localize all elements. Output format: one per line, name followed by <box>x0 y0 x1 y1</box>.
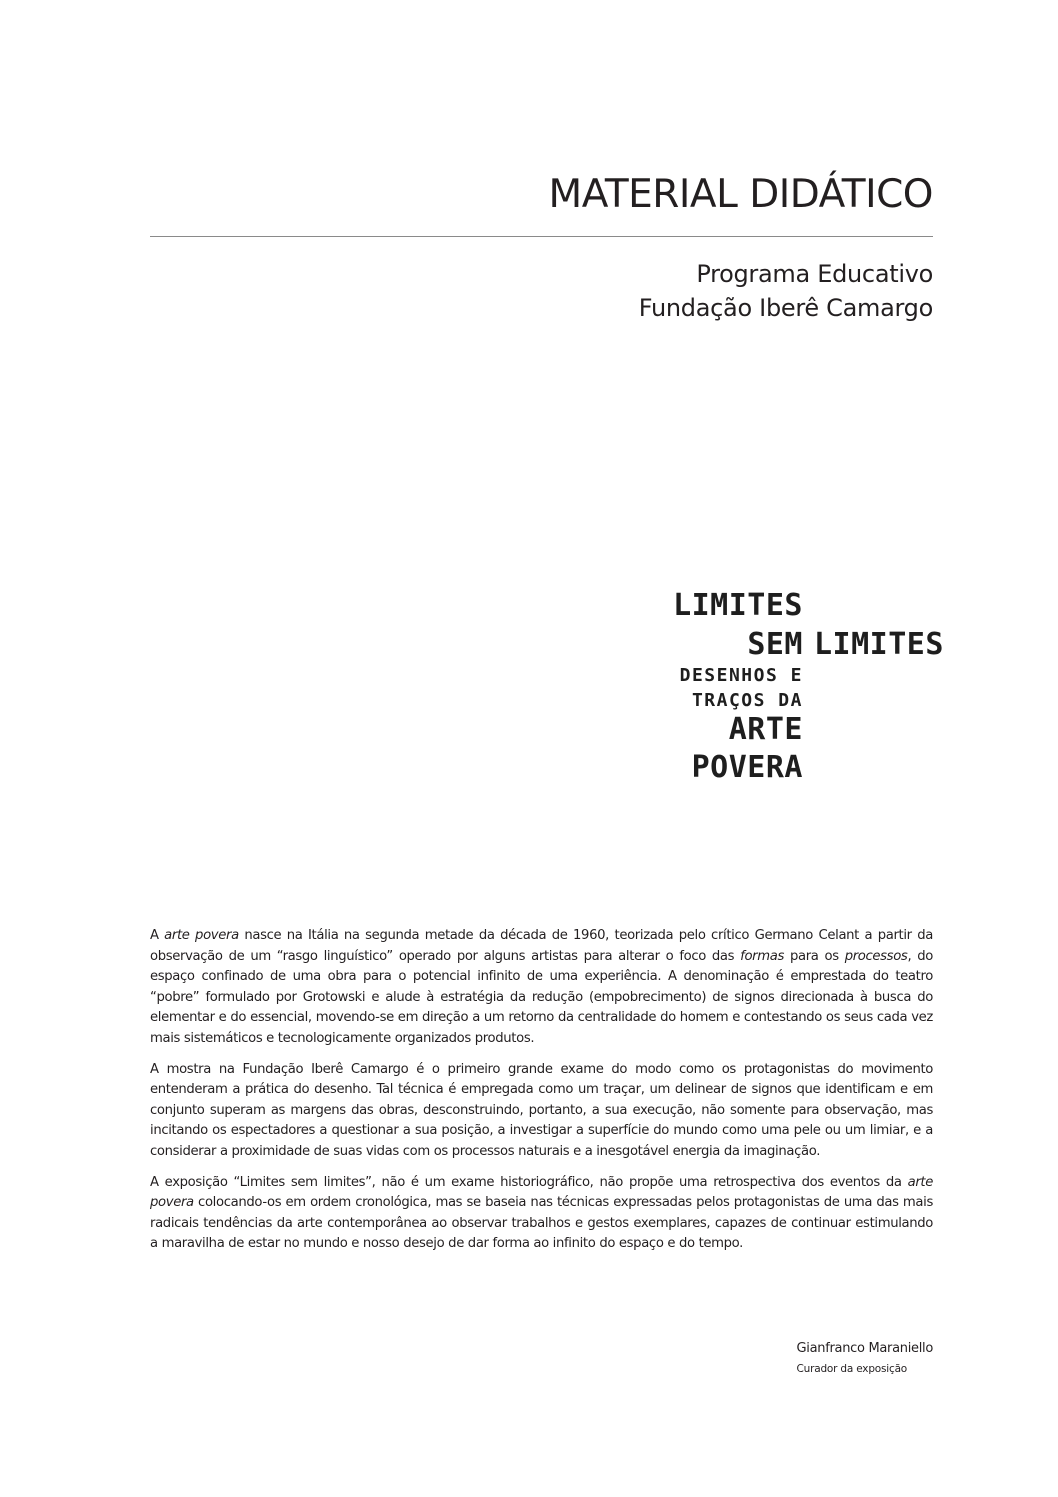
p1-text-a: A <box>150 928 165 943</box>
subtitle-program: Programa Educativo <box>696 260 933 288</box>
logo-line-desenhos: DESENHOS E <box>679 665 803 686</box>
logo-line-povera: POVERA <box>691 750 803 785</box>
p1-text-e: para os <box>784 948 845 964</box>
p3-text-a: A exposição “Limites sem limites”, não é um exame historiográfico, não propõe uma retrospectiva dos eventos da <box>150 1174 908 1190</box>
p1-text-g: , do espaço confinado de uma obra para o potencial infinito de uma experiência. A denominação é emprestada do teatro “pobre” formulado por Grotowski e alude à estratégia da redução (empobrecimento) de signos direcionada à busca do elementar e do essencial, movendo-se em direção a um retorno da centralidade do homem e contestando os seus cada vez mais sistemáticos e tecnologicamente organizados produtos. <box>150 948 933 1046</box>
logo-line-arte: ARTE <box>728 712 803 747</box>
p3-italic-arte-povera: arte povera <box>150 1174 933 1211</box>
logo-line-tracos: TRAÇOS DA <box>691 690 803 711</box>
paragraph-3 <box>150 1173 933 1255</box>
paragraph-2: A mostra na Fundação Iberê Camargo é o primeiro grande exame do modo como os protagonistas do movimento entenderam a prática do desenho. Tal técnica é empregada como um traçar, um delinear de signos que identificam e em conjunto superam as margens das obras, desconstruindo, portanto, a sua execução, não somente para observação, mas incitando os espectadores a questionar a sua posição, a investigar a superfície do mundo como uma pele ou um limiar, e a considerar a proximidade de suas vidas com os processos naturais e a inesgotável energia da imaginação. <box>150 1061 933 1159</box>
title-divider <box>150 236 933 237</box>
author-name: Gianfranco Maraniello <box>796 1341 933 1356</box>
exhibition-logo <box>660 585 960 790</box>
subtitle-foundation: Fundação Iberê Camargo <box>638 294 933 322</box>
subtitle <box>639 257 933 325</box>
logo-line-sem: SEM <box>747 627 803 662</box>
author-role: Curador da exposição <box>796 1363 908 1375</box>
page-title: MATERIAL DIDÁTICO <box>548 172 933 217</box>
p1-text-c: nasce na Itália na segunda metade da década de 1960, teorizada pelo crítico Germano Celant a partir da observação de um “rasgo linguístico” operado por alguns artistas para alterar o foco das <box>150 928 934 964</box>
p3-text-c: colocando-os em ordem cronológica, mas se baseia nas técnicas expressadas pelos protagonistas de uma das mais radicais tendências da arte contemporânea ao observar trabalhos e gestos exemplares, capazes de continuar estimulando a maravilha de estar no mundo e nosso desejo de dar forma ao infinito do espaço e do tempo. <box>150 1195 933 1252</box>
signature <box>797 1340 933 1375</box>
p1-italic-formas: formas <box>740 948 784 964</box>
logo-line-limites: LIMITES <box>673 588 803 623</box>
paragraph-1 <box>150 926 933 1050</box>
logo-line-limites-2: LIMITES <box>814 627 944 662</box>
p1-italic-arte-povera: arte povera <box>164 928 239 943</box>
p1-italic-processos: processos <box>844 948 908 964</box>
body-text <box>150 926 933 1265</box>
